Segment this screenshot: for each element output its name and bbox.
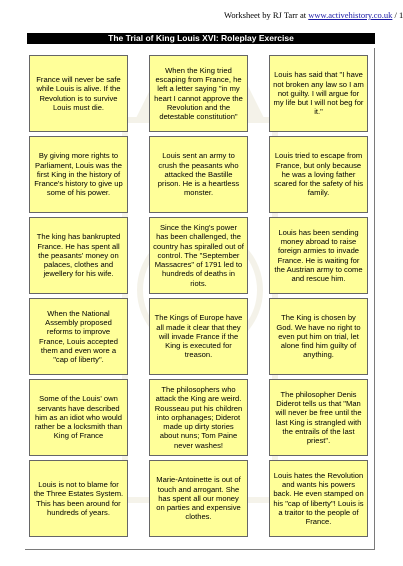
- argument-card: France will never be safe while Louis is alive. If the Revolution is to survive Louis must die.: [29, 55, 128, 132]
- header-prefix: Worksheet by RJ Tarr at: [224, 10, 309, 20]
- page-title: The Trial of King Louis XVI: Roleplay Exercise: [27, 33, 375, 44]
- argument-card: Louis has been sending money abroad to raise foreign armies to invade France. He is waiting for the Austrian army to come and rescue him.: [269, 217, 368, 294]
- argument-card: Louis has said that "I have not broken any law so I am not guilty. I will argue for my life but I will not beg for it.": [269, 55, 368, 132]
- argument-card: The philosophers who attack the King are weird. Rousseau put his children into orphanages; Diderot made up dirty stories about nuns; Tom Paine never washes!: [149, 379, 248, 456]
- argument-card: Louis sent an army to crush the peasants who attacked the Bastille prison. He is a heartless monster.: [149, 136, 248, 213]
- argument-card: Marie-Antoinette is out of touch and arrogant. She has spent all our money on parties and expensive clothes.: [149, 460, 248, 537]
- header-link[interactable]: www.activehistory.co.uk: [308, 10, 393, 20]
- argument-card: When the National Assembly proposed reforms to improve France, Louis accepted them and even wore a "cap of liberty".: [29, 298, 128, 375]
- argument-card: The philosopher Denis Diderot tells us that "Man will never be free until the last King is strangled with the entrails of the last priest".: [269, 379, 368, 456]
- page-header: [224, 10, 403, 20]
- argument-card: The King is chosen by God. We have no right to even put him on trial, let alone find him guilty of anything.: [269, 298, 368, 375]
- argument-card: The Kings of Europe have all made it clear that they will invade France if the King is executed for treason.: [149, 298, 248, 375]
- argument-card: Some of the Louis' own servants have described him as an idiot who would rather be a locksmith than King of France: [29, 379, 128, 456]
- header-suffix: / 1: [392, 10, 403, 20]
- argument-card: By giving more rights to Parliament, Louis was the first King in the history of France's history to give up some of his power.: [29, 136, 128, 213]
- argument-card: Louis tried to escape from France, but only because he was a loving father scared for the safety of his family.: [269, 136, 368, 213]
- argument-card: Louis is not to blame for the Three Estates System. This has been around for hundreds of years.: [29, 460, 128, 537]
- card-grid: [29, 55, 369, 540]
- argument-card: Louis hates the Revolution and wants his powers back. He even stamped on his "cap of liberty"! Louis is a traitor to the people of France.: [269, 460, 368, 537]
- argument-card: When the King tried escaping from France, he left a letter saying "in my heart I cannot approve the Revolution and the detestable constitution": [149, 55, 248, 132]
- argument-card: The king has bankrupted France. He has spent all the peasants' money on palaces, clothes and jewellery for his wife.: [29, 217, 128, 294]
- argument-card: Since the King's power has been challenged, the country has spiralled out of control. The "September Massacres" of 1791 led to hundreds of deaths in riots.: [149, 217, 248, 294]
